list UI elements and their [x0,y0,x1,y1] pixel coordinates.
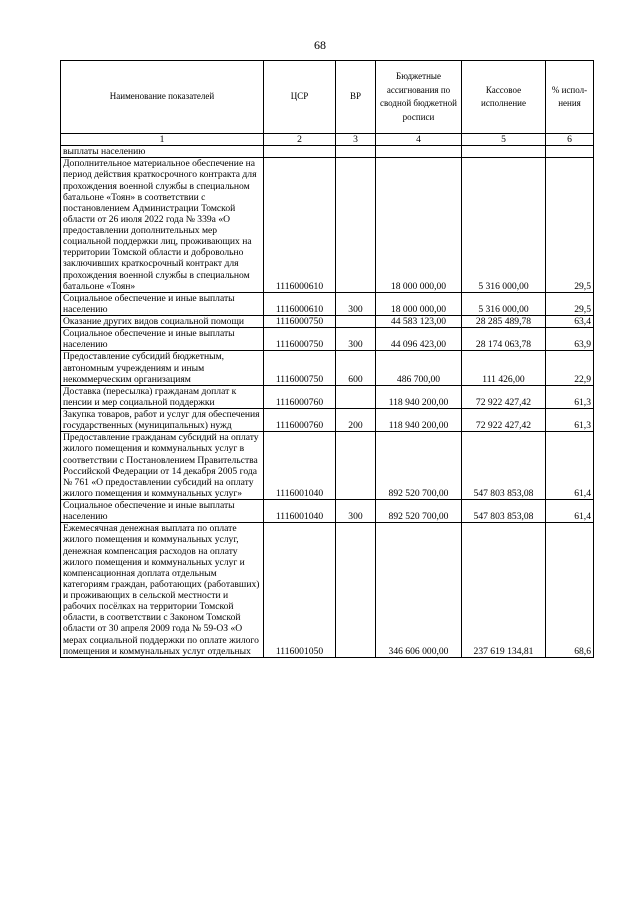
table-row [61,316,594,328]
row-budget: 892 520 700,00 [376,500,462,523]
row-budget: 118 940 200,00 [376,409,462,432]
row-percent [546,146,594,158]
row-vr [336,523,376,658]
row-percent: 29,5 [546,158,594,293]
row-percent: 68,6 [546,523,594,658]
row-vr [336,432,376,500]
column-number: 2 [264,134,336,146]
row-budget: 44 583 123,00 [376,316,462,328]
row-percent: 63,9 [546,328,594,351]
row-budget [376,146,462,158]
row-vr [336,158,376,293]
row-csr: 1116001050 [264,523,336,658]
row-budget: 486 700,00 [376,351,462,385]
header-csr: ЦСР [264,61,336,134]
row-cash: 72 922 427,42 [462,409,546,432]
row-csr: 1116001040 [264,500,336,523]
row-budget: 18 000 000,00 [376,158,462,293]
header-vr: ВР [336,61,376,134]
header-cash: Кассовое исполнение [462,61,546,134]
row-percent: 61,4 [546,432,594,500]
header-row [61,61,594,134]
row-percent: 61,3 [546,385,594,408]
row-csr: 1116001040 [264,432,336,500]
column-number: 1 [61,134,264,146]
row-cash: 547 803 853,08 [462,500,546,523]
table-row [61,409,594,432]
row-csr: 1116000760 [264,409,336,432]
row-cash [462,146,546,158]
header-name: Наименование показателей [61,61,264,134]
row-cash: 111 426,00 [462,351,546,385]
table-row [61,523,594,658]
table-row [61,292,594,315]
row-percent: 61,4 [546,500,594,523]
row-percent: 29,5 [546,292,594,315]
table-row [61,432,594,500]
row-name: Предоставление субсидий бюджетным, автономным учреждениям и иным некоммерческим организациям [61,351,264,385]
row-percent: 22,9 [546,351,594,385]
row-name: Доставка (пересылка) гражданам доплат к пенсии и мер социальной поддержки [61,385,264,408]
column-number: 3 [336,134,376,146]
row-name: Социальное обеспечение и иные выплаты населению [61,500,264,523]
row-name: Ежемесячная денежная выплата по оплате жилого помещения и коммунальных услуг, денежная компенсация расходов на оплату жилого помещения и коммунальных услуг и компенсационная доплата отдельным категориям граждан, работающих (работавших) и проживающих в сельской местности и рабочих посёлках на территории Томской области, в соответствии с Законом Томской области от 30 апреля 2009 года № 59-ОЗ «О мерах социальной поддержки по оплате жилого помещения и коммунальных услуг отдельных [61,523,264,658]
row-cash: 72 922 427,42 [462,385,546,408]
row-name: Дополнительное материальное обеспечение на период действия краткосрочного контракта для прохождения военной службы в специальном батальоне «Тоян» в соответствии с постановлением Администрации Томской области от 26 июля 2022 года № 339а «О предоставлении дополнительных мер социальной поддержки лиц, проживающих на территории Томской области и добровольно заключивших краткосрочный контракт для прохождения военной службы в специальном батальоне «Тоян» [61,158,264,293]
table-row [61,146,594,158]
row-vr [336,316,376,328]
column-number-row [61,134,594,146]
row-budget: 118 940 200,00 [376,385,462,408]
row-name: Оказание других видов социальной помощи [61,316,264,328]
row-csr [264,146,336,158]
row-cash: 237 619 134,81 [462,523,546,658]
row-cash: 547 803 853,08 [462,432,546,500]
row-csr: 1116000610 [264,158,336,293]
budget-execution-table [60,60,594,658]
row-budget: 18 000 000,00 [376,292,462,315]
column-number: 6 [546,134,594,146]
row-name: выплаты населению [61,146,264,158]
row-vr [336,385,376,408]
row-csr: 1116000750 [264,351,336,385]
row-cash: 5 316 000,00 [462,292,546,315]
row-vr: 600 [336,351,376,385]
row-csr: 1116000750 [264,316,336,328]
page-number: 68 [314,38,326,52]
row-name: Предоставление гражданам субсидий на оплату жилого помещения и коммунальных услуг в соответствии с Постановлением Правительства Российской Федерации от 14 декабря 2005 года № 761 «О предоставлении субсидий на оплату жилого помещения и коммунальных услуг» [61,432,264,500]
column-number: 4 [376,134,462,146]
row-vr: 200 [336,409,376,432]
row-name: Социальное обеспечение и иные выплаты населению [61,328,264,351]
row-vr [336,146,376,158]
row-name: Закупка товаров, работ и услуг для обеспечения государственных (муниципальных) нужд [61,409,264,432]
row-csr: 1116000750 [264,328,336,351]
row-percent: 61,3 [546,409,594,432]
table-row [61,500,594,523]
table-row [61,351,594,385]
row-csr: 1116000610 [264,292,336,315]
table-row [61,158,594,293]
row-budget: 346 606 000,00 [376,523,462,658]
row-budget: 892 520 700,00 [376,432,462,500]
row-vr: 300 [336,292,376,315]
row-name: Социальное обеспечение и иные выплаты населению [61,292,264,315]
table-row [61,328,594,351]
row-cash: 5 316 000,00 [462,158,546,293]
table-row [61,385,594,408]
row-cash: 28 174 063,78 [462,328,546,351]
row-cash: 28 285 489,78 [462,316,546,328]
row-csr: 1116000760 [264,385,336,408]
column-number: 5 [462,134,546,146]
row-budget: 44 096 423,00 [376,328,462,351]
header-budget: Бюджетные ассигнования по сводной бюджетной росписи [376,61,462,134]
header-percent: % испол-нения [546,61,594,134]
row-vr: 300 [336,500,376,523]
row-vr: 300 [336,328,376,351]
row-percent: 63,4 [546,316,594,328]
